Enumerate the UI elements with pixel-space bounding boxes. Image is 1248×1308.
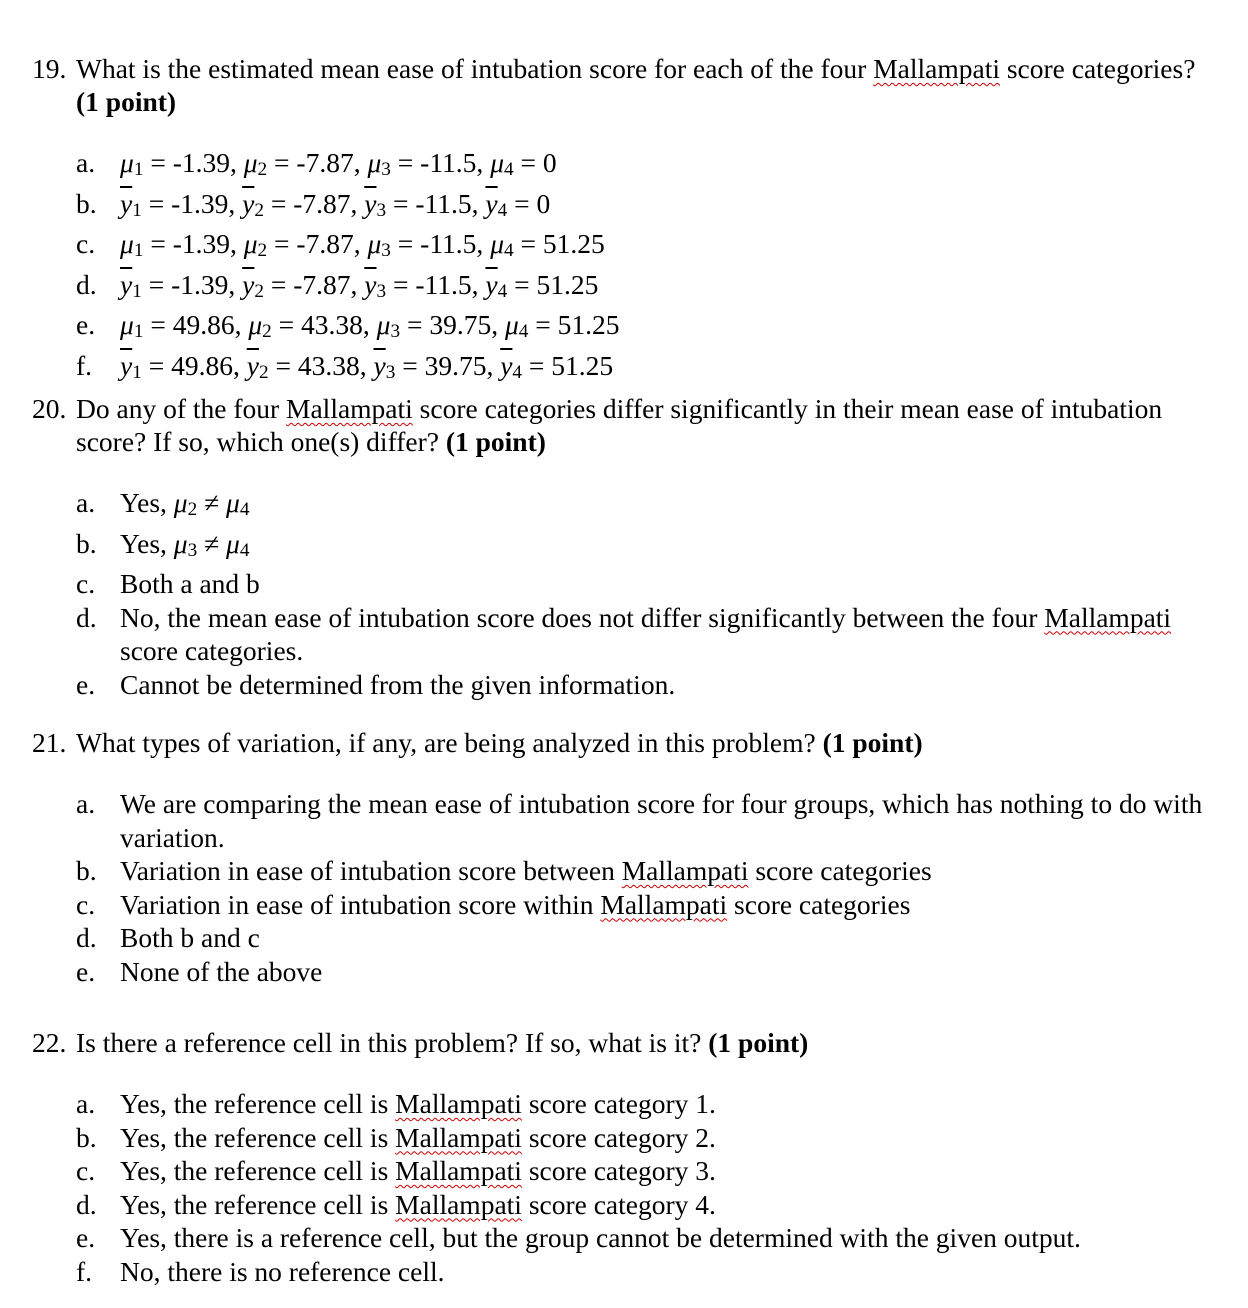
question-text: What is the estimated mean ease of intubation score for each of the four Mallampati score categories? (1 point) <box>76 53 1196 117</box>
answer-option <box>32 854 1212 888</box>
answer-option <box>32 668 1212 702</box>
answer-option <box>32 1188 1212 1222</box>
option-text: Yes, the reference cell is Mallampati score category 2. <box>120 1121 716 1153</box>
option-text: Cannot be determined from the given information. <box>120 668 676 700</box>
answer-option <box>32 1087 1212 1121</box>
option-text: Variation in ease of intubation score between Mallampati score categories <box>120 855 932 886</box>
question-prompt <box>32 392 1212 458</box>
option-text: Yes, the reference cell is Mallampati score category 1. <box>120 1088 716 1119</box>
option-letter: b. <box>76 1121 97 1153</box>
option-text: Both b and c <box>120 922 260 953</box>
option-text: Yes, $\mu_2 \ne \mu_4$ <box>120 487 250 520</box>
answer-option <box>32 1255 1212 1289</box>
option-letter: b. <box>76 187 97 219</box>
answer-option <box>32 787 1212 854</box>
option-text: $\overline{y}_1 = -1.39$, $\overline{y}_2 = -7.87$, $\overline{y}_3 = -11.5$, $\overline{y}_4 = 51.25$ <box>120 268 599 302</box>
question-21 <box>32 726 1212 988</box>
points-label: (1 point) <box>708 1027 809 1058</box>
option-text: $\mu_1 = -1.39$, $\mu_2 = -7.87$, $\mu_3 = -11.5$, $\mu_4 = 0$ <box>120 147 557 180</box>
option-letter: c. <box>76 1155 96 1186</box>
option-letter: c. <box>76 888 96 920</box>
option-letter: e. <box>76 1222 96 1253</box>
question-prompt <box>32 1026 1212 1059</box>
option-letter: a. <box>76 487 96 518</box>
option-letter: d. <box>76 922 97 953</box>
option-letter: c. <box>76 568 96 599</box>
option-letter: a. <box>76 1088 96 1119</box>
points-label: (1 point) <box>76 86 177 117</box>
option-text: $\overline{y}_1 = 49.86$, $\overline{y}_2 = 43.38$, $\overline{y}_3 = 39.75$, $\overline{y}_4 = 51.25$ <box>120 349 614 383</box>
question-number: 22. <box>32 1027 67 1058</box>
answer-option <box>32 268 1212 309</box>
answer-option <box>32 308 1212 349</box>
answer-option <box>32 601 1212 668</box>
question-prompt <box>32 726 1212 759</box>
option-letter: d. <box>76 601 97 633</box>
option-text: We are comparing the mean ease of intubation score for four groups, which has nothing to do with variation. <box>120 788 1203 853</box>
option-text: No, there is no reference cell. <box>120 1255 445 1287</box>
question-20 <box>32 392 1212 701</box>
question-number: 20. <box>32 393 67 424</box>
option-text: Yes, there is a reference cell, but the group cannot be determined with the given output. <box>120 1222 1081 1253</box>
option-text: Yes, the reference cell is Mallampati score category 4. <box>120 1188 716 1220</box>
question-prompt <box>32 52 1212 118</box>
question-number: 19. <box>32 53 67 84</box>
answer-option <box>32 227 1212 268</box>
option-letter: f. <box>76 349 93 381</box>
answer-options <box>32 787 1212 988</box>
answer-option <box>32 567 1212 601</box>
option-text: Variation in ease of intubation score within Mallampati score categories <box>120 888 911 920</box>
answer-option <box>32 955 1212 989</box>
answer-option <box>32 888 1212 922</box>
option-text: $\overline{y}_1 = -1.39$, $\overline{y}_2 = -7.87$, $\overline{y}_3 = -11.5$, $\overline{y}_4 = 0$ <box>120 187 551 221</box>
answer-option <box>32 1121 1212 1155</box>
option-text: $\mu_1 = 49.86$, $\mu_2 = 43.38$, $\mu_3 = 39.75$, $\mu_4 = 51.25$ <box>120 309 620 342</box>
option-letter: a. <box>76 147 96 178</box>
answer-option <box>32 921 1212 955</box>
question-number: 21. <box>32 727 67 758</box>
points-label: (1 point) <box>822 727 923 758</box>
option-letter: e. <box>76 668 96 700</box>
question-text: Is there a reference cell in this problem? If so, what is it? (1 point) <box>76 1027 809 1058</box>
answer-option <box>32 146 1212 187</box>
option-letter: b. <box>76 527 97 559</box>
option-text: Both a and b <box>120 568 260 599</box>
option-text: $\mu_1 = -1.39$, $\mu_2 = -7.87$, $\mu_3 = -11.5$, $\mu_4 = 51.25$ <box>120 228 605 261</box>
answer-option <box>32 349 1212 390</box>
question-text: Do any of the four Mallampati score categories differ significantly in their mean ease of intubation score? If so, which one(s) differ? (1 point) <box>76 393 1163 457</box>
option-letter: f. <box>76 1255 93 1287</box>
option-letter: c. <box>76 228 96 259</box>
question-text: What types of variation, if any, are being analyzed in this problem? (1 point) <box>76 727 923 758</box>
answer-options <box>32 1087 1212 1288</box>
answer-option <box>32 1221 1212 1255</box>
question-19 <box>32 52 1212 389</box>
option-text: Yes, the reference cell is Mallampati score category 3. <box>120 1155 716 1186</box>
option-letter: d. <box>76 268 97 300</box>
answer-option <box>32 486 1212 527</box>
answer-options <box>32 146 1212 389</box>
answer-option <box>32 187 1212 228</box>
question-22 <box>32 1026 1212 1288</box>
answer-option <box>32 527 1212 568</box>
answer-option <box>32 1154 1212 1188</box>
option-letter: b. <box>76 855 97 886</box>
option-letter: a. <box>76 788 96 819</box>
option-letter: e. <box>76 955 96 987</box>
answer-options <box>32 486 1212 701</box>
option-text: None of the above <box>120 955 323 987</box>
option-letter: d. <box>76 1188 97 1220</box>
option-text: Yes, $\mu_3 \ne \mu_4$ <box>120 527 250 561</box>
points-label: (1 point) <box>445 426 546 457</box>
option-letter: e. <box>76 309 96 340</box>
option-text: No, the mean ease of intubation score does not differ significantly between the four Mallampati score categories. <box>120 601 1172 666</box>
